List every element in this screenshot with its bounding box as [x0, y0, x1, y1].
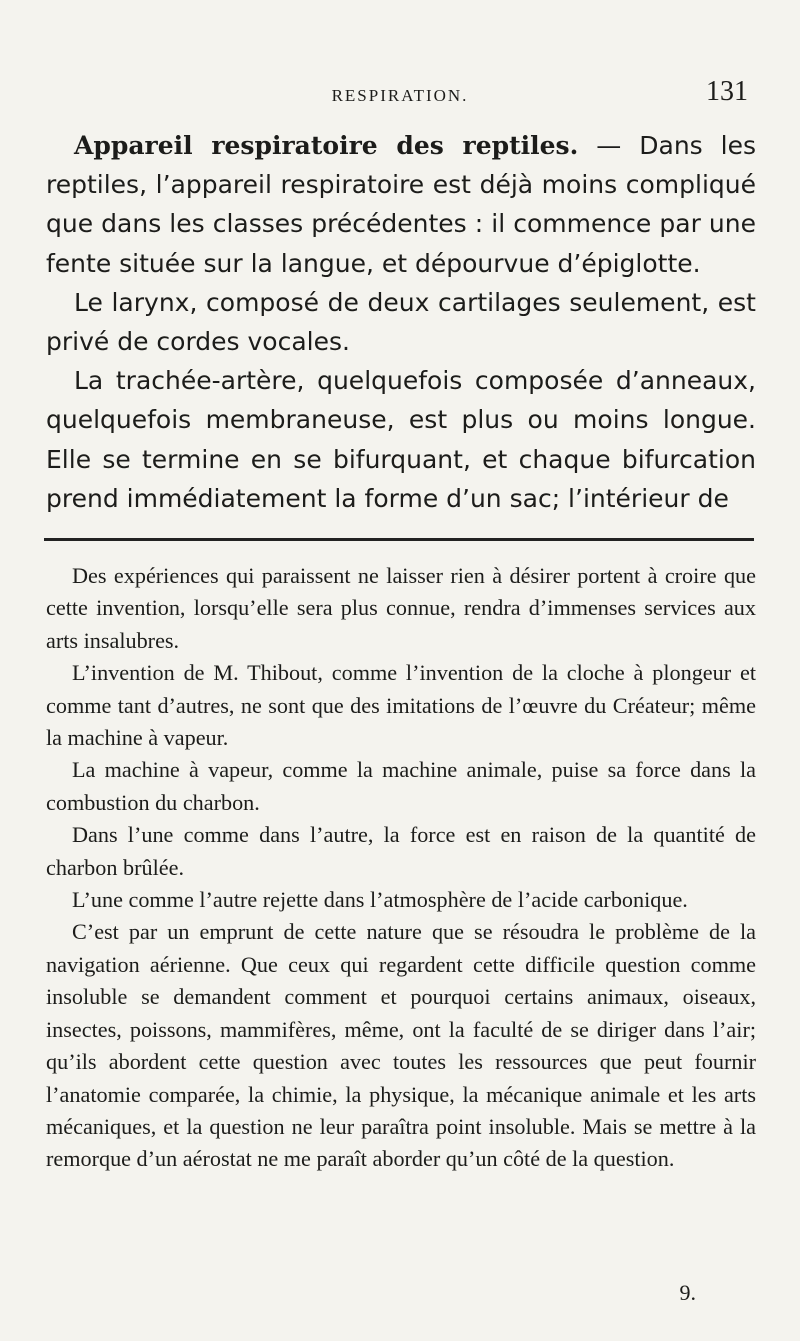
footnote-paragraph: L’une comme l’autre rejette dans l’atmosphère de l’acide carbonique. — [72, 887, 688, 913]
footnote-paragraph: L’invention de M. Thibout, comme l’invention de la cloche à plongeur et comme tant d’autres, ne sont que des imitations de l’œuvre du Créateur; même la machine à vapeur. — [46, 660, 756, 751]
footnote-divider — [44, 538, 754, 541]
paragraph-3: La trachée-artère, quelquefois composée d’anneaux, quelquefois membraneuse, est plus ou moins longue. Elle se termine en se bifurquant, et chaque bifurcation prend immédiatement la forme d’un sac; l’intérieur de — [46, 366, 756, 513]
paragraph-2: Le larynx, composé de deux cartilages seulement, est privé de cordes vocales. — [46, 287, 756, 357]
page-number: 131 — [706, 76, 748, 107]
footnotes — [46, 560, 756, 1176]
paragraph-1-text: — Dans les reptiles, l’appareil respiratoire est déjà moins compliqué que dans les classes précédentes : il commence par une fente située sur la langue, et dépourvue d’épiglotte. — [46, 131, 756, 278]
footnote-paragraph: La machine à vapeur, comme la machine animale, puise sa force dans la combustion du charbon. — [46, 757, 756, 815]
footnote-paragraph: Dans l’une comme dans l’autre, la force est en raison de la quantité de charbon brûlée. — [46, 822, 756, 880]
section-heading: Appareil respiratoire des reptiles. — [74, 131, 579, 160]
paragraph-1 — [46, 126, 756, 283]
page-header — [46, 76, 754, 118]
signature-mark: 9. — [679, 1280, 696, 1305]
footnote-paragraph: Des expériences qui paraissent ne laisser rien à désirer portent à croire que cette invention, lorsqu’elle sera plus connue, rendra d’immenses services aux arts insalubres. — [46, 563, 756, 653]
main-text — [46, 126, 756, 518]
running-title: RESPIRATION. — [331, 86, 469, 105]
footnote-paragraph: C’est par un emprunt de cette nature que se résoudra le problème de la navigation aérienne. Que ceux qui regardent cette difficile question comme insoluble se demandent comment et pourquoi certains animaux, oiseaux, insectes, poissons, mammifères, même, ont la faculté de se diriger dans l’air; qu’ils abordent cette question avec toutes les ressources que peut fournir l’anatomie comparée, la chimie, la physique, la mécanique animale et les arts mécaniques, et la question ne leur paraîtra point insoluble. Mais se mettre à la remorque d’un aérostat ne me paraît aborder qu’un côté de la question. — [46, 919, 756, 1172]
